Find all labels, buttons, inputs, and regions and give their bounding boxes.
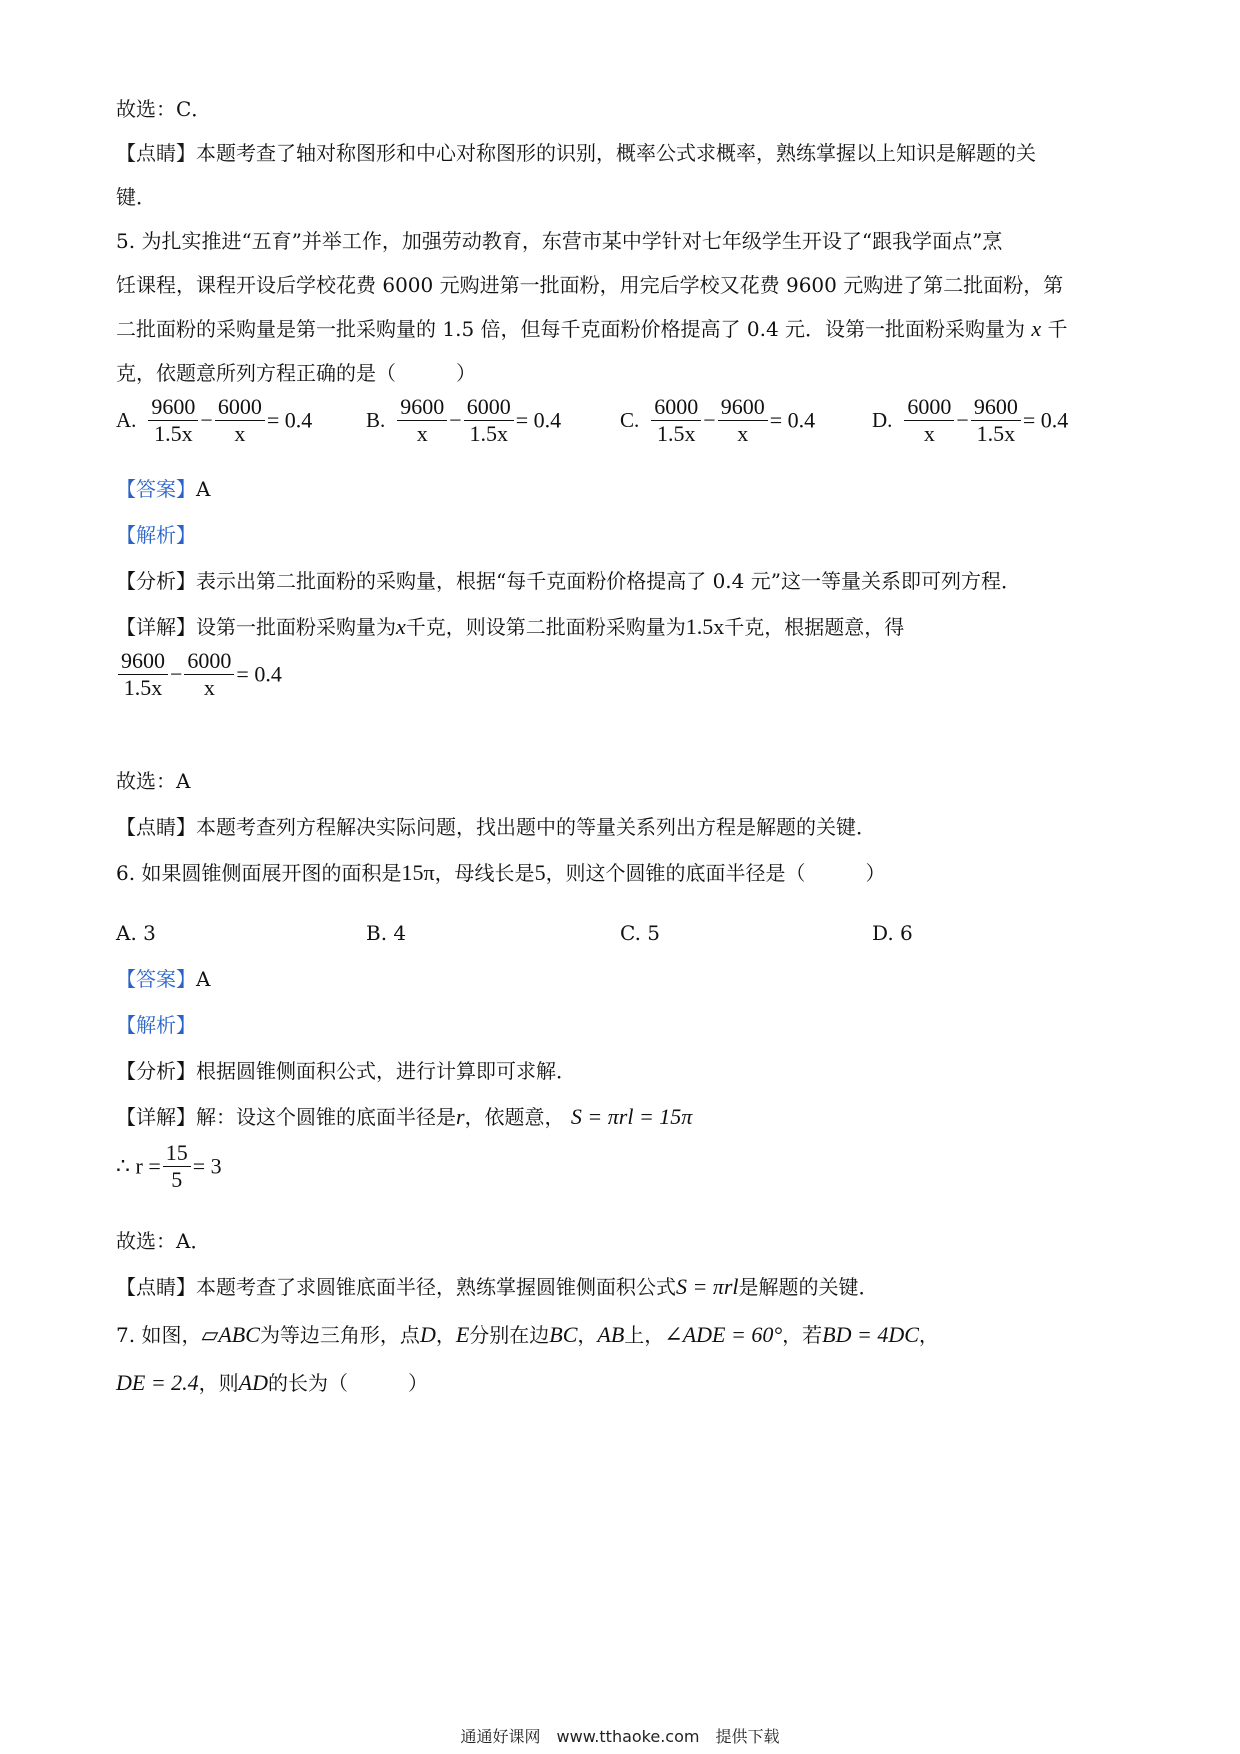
text: 千克，则设第二批面粉采购量为: [405, 615, 686, 639]
equation-rhs: = 3: [192, 1153, 222, 1179]
math-var: r: [456, 1104, 465, 1129]
minus-sign: −: [703, 407, 716, 433]
denominator: 1.5x: [469, 421, 508, 446]
text: 根据圆锥侧面积公式，进行计算即可求解．: [196, 1059, 576, 1083]
question-5-line: [116, 360, 476, 386]
math-var: x: [396, 614, 406, 639]
option-d: [872, 394, 1068, 447]
math-expr: ∠ADE = 60°: [664, 1322, 783, 1347]
numerator: 9600: [718, 394, 768, 421]
equation-rhs: = 0.4: [1022, 407, 1069, 433]
text: 故选：A．: [116, 1229, 211, 1253]
text: 是解题的关键．: [738, 1275, 879, 1299]
analysis-heading: [116, 1012, 196, 1038]
equation-5: [116, 648, 282, 701]
option-b: [366, 394, 561, 447]
therefore-expr: ∴ r =: [116, 1153, 161, 1179]
option-letter: D.: [872, 408, 893, 432]
math-expr: ▱ABC: [201, 1322, 260, 1347]
option-c: [620, 394, 815, 447]
option-a: [116, 394, 312, 447]
question-5-line: [116, 316, 1068, 342]
text: 表示出第二批面粉的采购量，根据“每千克面粉价格提高了 0.4 元”这一等量关系即可列方程．: [196, 569, 1021, 593]
numerator: 9600: [971, 394, 1021, 421]
answer-value: A: [196, 967, 211, 991]
text: ，母线长是: [434, 861, 535, 885]
fraction: [118, 648, 168, 701]
text-line: [116, 568, 1021, 594]
text: ，: [435, 1323, 456, 1347]
denominator: 5: [171, 1167, 183, 1192]
option-letter: C.: [620, 408, 640, 432]
math-var: BC: [549, 1322, 578, 1347]
text-line: [116, 1058, 576, 1084]
text-line: [116, 1274, 879, 1300]
equation-rhs: = 0.4: [515, 407, 562, 433]
denominator: x: [737, 421, 749, 446]
denominator: 1.5x: [154, 421, 193, 446]
text: 解：设这个圆锥的底面半径是: [196, 1105, 456, 1129]
option-d: D. 6: [872, 921, 913, 945]
fraction: [464, 394, 514, 447]
option-letter: B.: [366, 408, 386, 432]
text: 二批面粉的采购量是第一批采购量的 1.5 倍，但每千克面粉价格提高了 0.4 元．设第一批面粉采购量为: [116, 317, 1026, 341]
text: 5. 为扎实推进“五育”并举工作，加强劳动教育，东营市某中学针对七年级学生开设了“跟我学面点”烹: [116, 229, 1003, 253]
text: 克，依题意所列方程正确的是（ ）: [116, 361, 476, 385]
text: 本题考查了轴对称图形和中心对称图形的识别，概率公式求概率，熟练掌握以上知识是解题的关: [196, 141, 1036, 165]
denominator: x: [416, 421, 428, 446]
text: 饪课程，课程开设后学校花费 6000 元购进第一批面粉，用完后学校又花费 9600 元购进了第二批面粉，第: [116, 273, 1064, 297]
text: 千克，根据题意，得: [724, 615, 905, 639]
answer-tag: 【答案】: [116, 967, 196, 991]
minus-sign: −: [449, 407, 462, 433]
analysis-tag: 【解析】: [116, 1013, 196, 1037]
question-5-line: [116, 272, 1063, 298]
numerator: 9600: [148, 394, 198, 421]
numerator: 6000: [184, 648, 234, 675]
math-var: AB: [597, 1322, 625, 1347]
numerator: 6000: [215, 394, 265, 421]
math-expr: S = πrl: [676, 1274, 739, 1299]
denominator: 1.5x: [976, 421, 1016, 446]
numerator: 9600: [397, 394, 447, 421]
question-7-line: [116, 1370, 428, 1396]
section-tag: 【分析】: [116, 1059, 196, 1083]
math-expr: 5: [534, 860, 546, 885]
numerator: 6000: [651, 394, 701, 421]
text: ，: [577, 1323, 598, 1347]
math-var: AD: [238, 1370, 268, 1395]
math-var: E: [455, 1322, 470, 1347]
numerator: 6000: [904, 394, 954, 421]
footer-watermark: 通通好课网 www.tthaoke.com 提供下载: [460, 1727, 780, 1746]
answer-value: A: [196, 477, 211, 501]
text: 故选：A: [116, 769, 191, 793]
denominator: x: [923, 421, 935, 446]
text: 上，: [624, 1323, 665, 1347]
text: 千: [1047, 317, 1068, 341]
text: 键．: [116, 185, 156, 209]
numerator: 6000: [464, 394, 514, 421]
answer-line: [116, 476, 210, 502]
fraction: [397, 394, 447, 447]
minus-sign: −: [200, 407, 213, 433]
equation-rhs: = 0.4: [769, 407, 816, 433]
denominator: x: [203, 675, 215, 700]
analysis-heading: [116, 522, 196, 548]
equation-6: [116, 1140, 222, 1193]
text: 6. 如果圆锥侧面展开图的面积是: [116, 861, 402, 885]
minus-sign: −: [170, 661, 183, 687]
question-7-line: [116, 1322, 939, 1348]
analysis-tag: 【解析】: [116, 523, 196, 547]
text: 7. 如图，: [116, 1323, 202, 1347]
denominator: 1.5x: [657, 421, 696, 446]
section-tag: 【详解】: [116, 615, 196, 639]
math-var: D: [419, 1322, 436, 1347]
text-line: [116, 1228, 210, 1254]
section-tag: 【点睛】: [116, 141, 196, 165]
fraction: [971, 394, 1021, 447]
answer-line: [116, 966, 210, 992]
minus-sign: −: [956, 407, 969, 433]
text: ，若: [782, 1323, 823, 1347]
text: ，则这个圆锥的底面半径是（ ）: [545, 861, 886, 885]
text: 故选：C．: [116, 97, 212, 121]
text-line: [116, 614, 904, 640]
question-5-line: [116, 228, 1002, 254]
fraction: [148, 394, 198, 447]
text-line: [116, 140, 1036, 166]
text: ，: [918, 1323, 939, 1347]
text-line: [116, 768, 190, 794]
option-letter: A.: [116, 408, 137, 432]
fraction: [163, 1140, 191, 1193]
question-6-line: [116, 860, 886, 886]
fraction: [718, 394, 768, 447]
text: 本题考查列方程解决实际问题，找出题中的等量关系列出方程是解题的关键．: [196, 815, 876, 839]
text: 为等边三角形，点: [259, 1323, 420, 1347]
text-line: [116, 814, 876, 840]
text: 分别在边: [469, 1323, 550, 1347]
text-line: [116, 184, 156, 210]
math-var: x: [1031, 316, 1042, 341]
section-tag: 【分析】: [116, 569, 196, 593]
math-expr: BD = 4DC: [822, 1322, 919, 1347]
text-line: [116, 1104, 692, 1130]
section-tag: 【点睛】: [116, 1275, 196, 1299]
fraction: [184, 648, 234, 701]
equation-rhs: = 0.4: [236, 661, 282, 687]
fraction: [215, 394, 265, 447]
text: 的长为（ ）: [268, 1371, 428, 1395]
denominator: x: [234, 421, 246, 446]
option-b: B. 4: [366, 921, 407, 945]
text: 本题考查了求圆锥底面半径，熟练掌握圆锥侧面积公式: [196, 1275, 676, 1299]
denominator: 1.5x: [123, 675, 163, 700]
option-c: C. 5: [620, 921, 661, 945]
math-expr: 15π: [401, 860, 435, 885]
answer-tag: 【答案】: [116, 477, 196, 501]
text: ，依题意，: [464, 1105, 565, 1129]
math-expr: DE = 2.4: [116, 1370, 199, 1395]
text: ，则: [198, 1371, 239, 1395]
numerator: 15: [163, 1140, 191, 1167]
fraction: [904, 394, 954, 447]
numerator: 9600: [118, 648, 168, 675]
math-expr: 1.5x: [685, 614, 725, 639]
text-line: [116, 96, 211, 122]
option-a: A. 3: [116, 921, 156, 945]
math-expr: S = πrl = 15π: [570, 1104, 693, 1129]
section-tag: 【详解】: [116, 1105, 196, 1129]
text: 设第一批面粉采购量为: [196, 615, 396, 639]
fraction: [651, 394, 701, 447]
equation-rhs: = 0.4: [266, 407, 313, 433]
section-tag: 【点睛】: [116, 815, 196, 839]
